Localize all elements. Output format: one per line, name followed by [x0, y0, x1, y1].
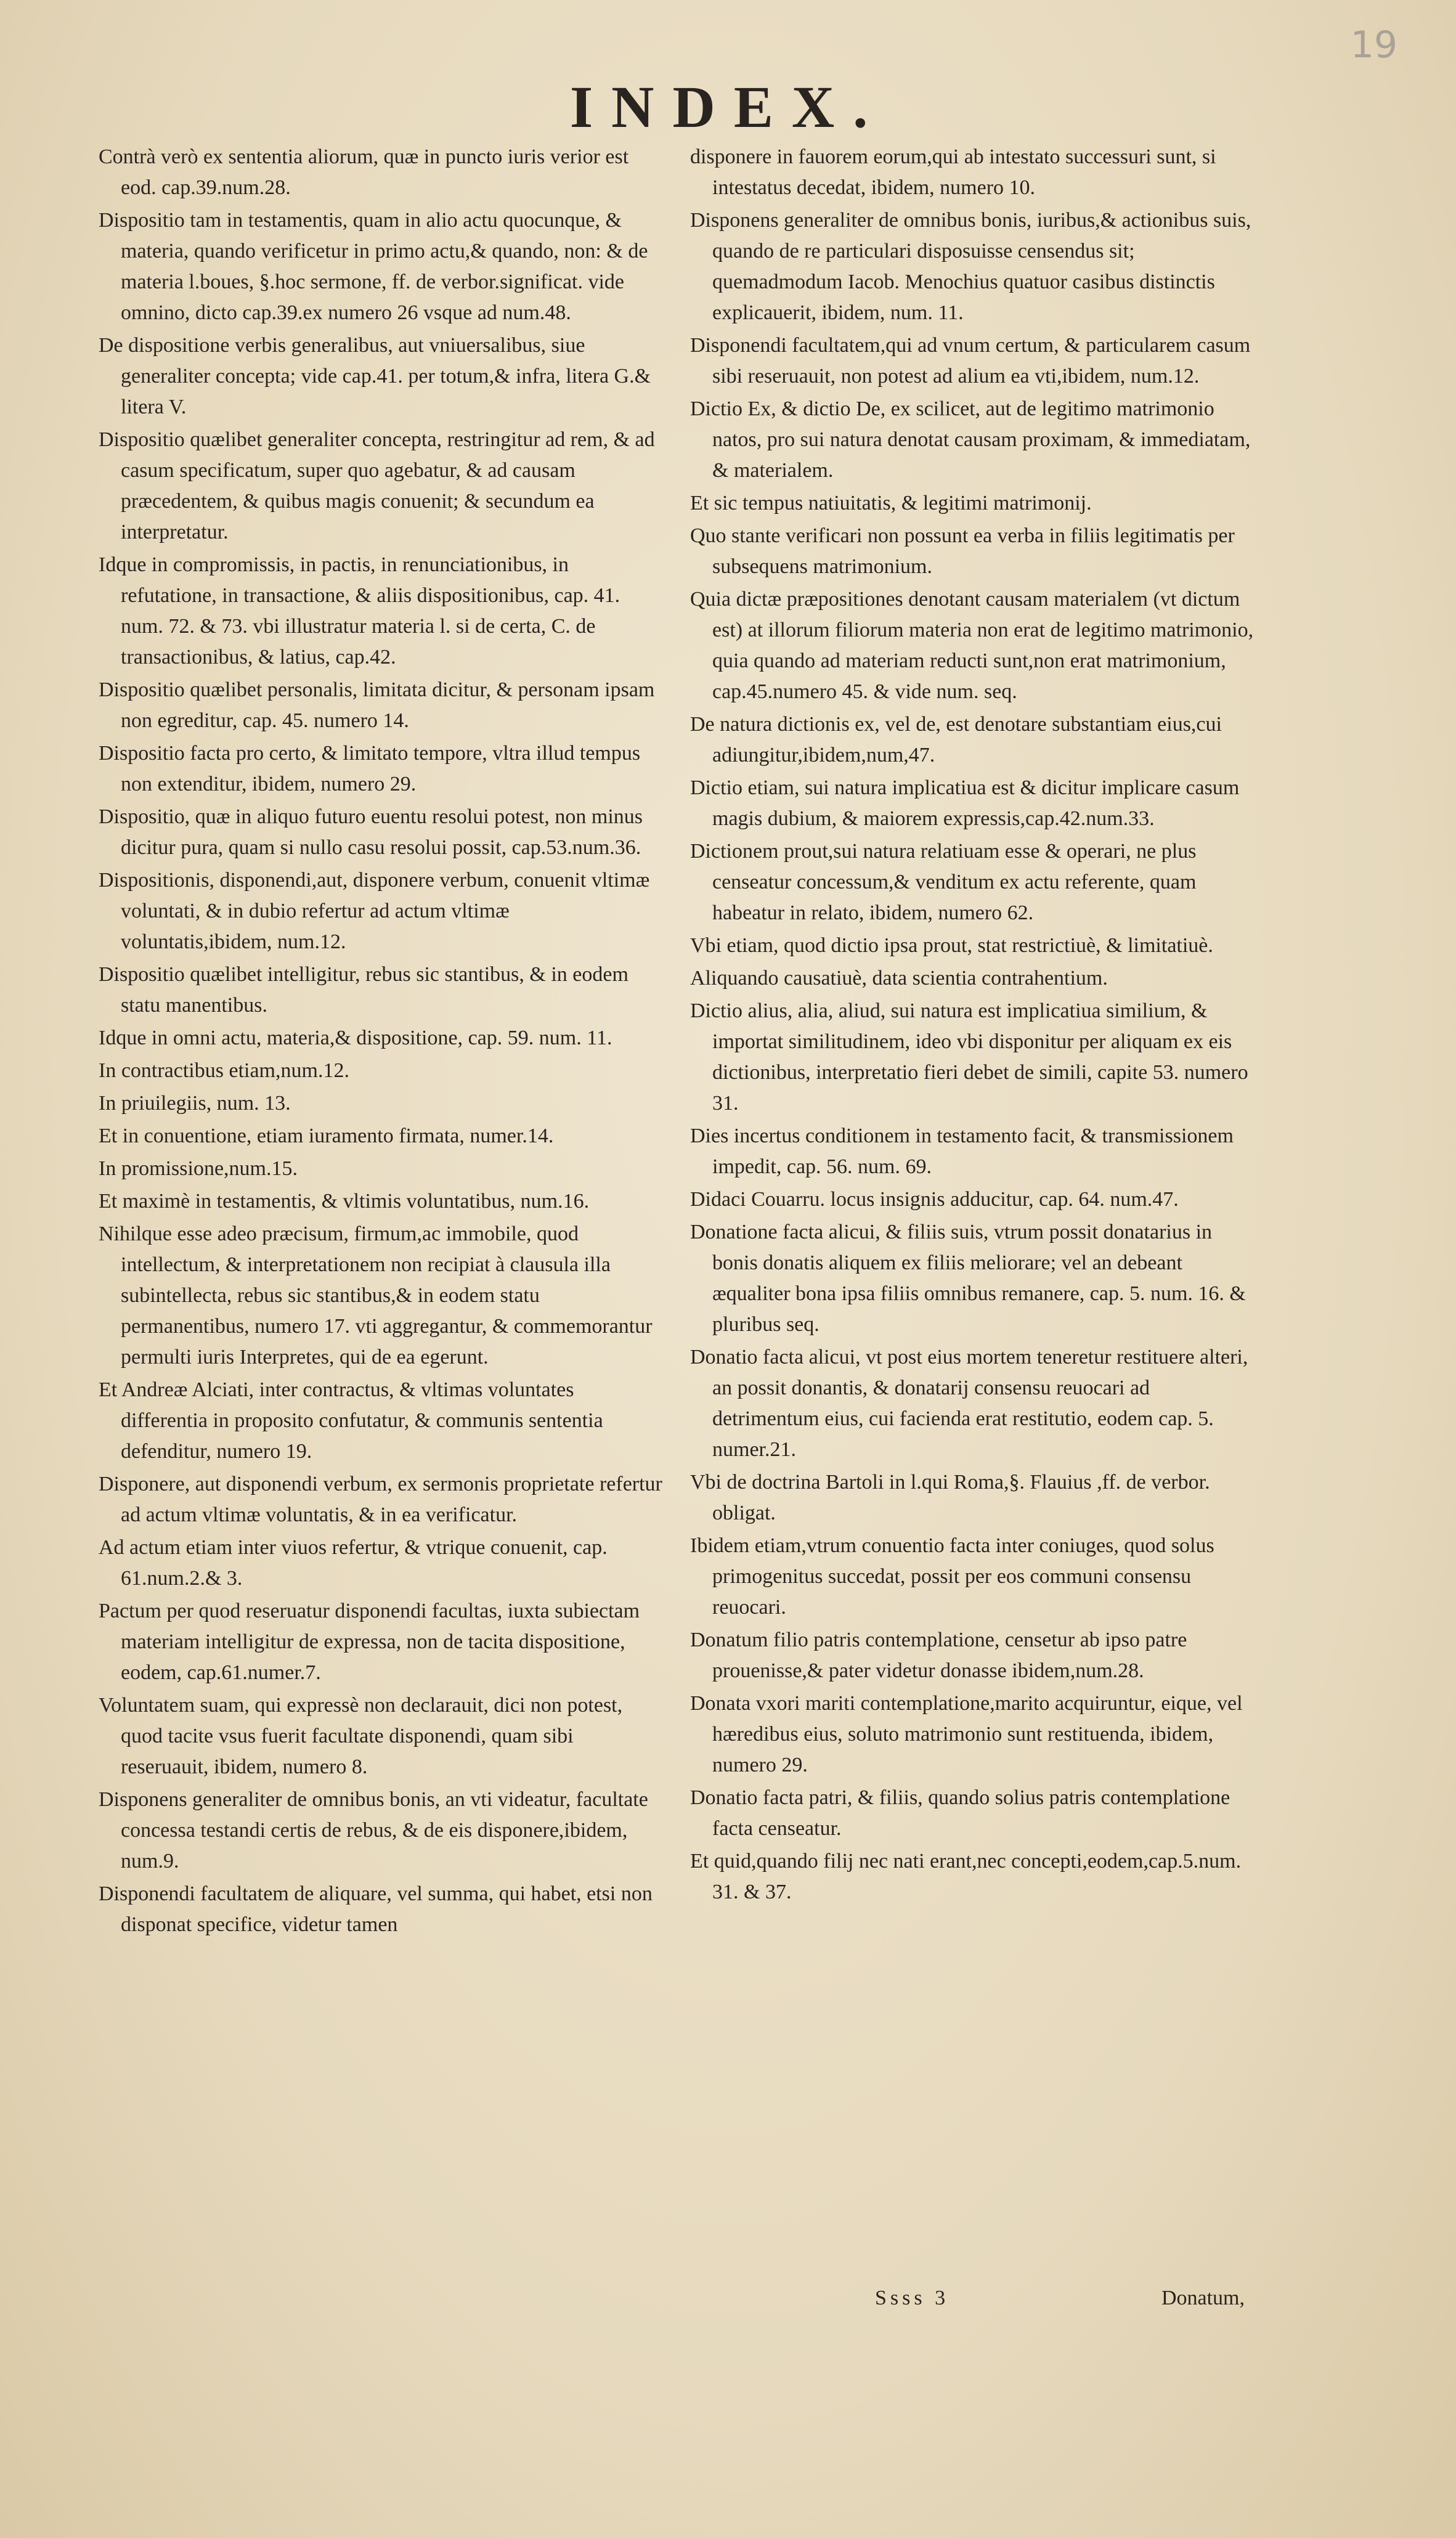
- index-entry: Dispositionis, disponendi,aut, disponere verbum, conuenit vltimæ voluntati, & in dubio refertur ad actum vltimæ voluntatis,ibidem, num.12.: [99, 869, 650, 953]
- index-entry: Dispositio tam in testamentis, quam in alio actu quocunque, & materia, quando verificetur in primo actu,& quando, non: & de materia l.boues, §.hoc sermone, ff. de verbor.significat. vide omnino, dicto cap.39.ex numero 26 vsque ad num.48.: [99, 209, 648, 324]
- index-entry: Pactum per quod reseruatur disponendi facultas, iuxta subiectam materiam intelligitur de expressa, non de tacita dispositione, eodem, cap.61.numer.7.: [99, 1600, 640, 1684]
- index-entry: Donatio facta alicui, vt post eius mortem teneretur restituere alteri, an possit donantis, & donatarij consensu reuocari ad detrimentum eius, cui facienda erat restitutio, eodem cap. 5. numer.21.: [690, 1346, 1248, 1461]
- index-entry: De dispositione verbis generalibus, aut vniuersalibus, siue generaliter concepta; vide cap.41. per totum,& infra, litera G.& litera V.: [99, 334, 651, 418]
- index-entry: Donatum filio patris contemplatione, censetur ab ipso patre prouenisse,& pater videtur donasse ibidem,num.28.: [690, 1629, 1187, 1682]
- index-entry: Et in conuentione, etiam iuramento firmata, numer.14.: [99, 1125, 554, 1147]
- index-entry: Dictio Ex, & dictio De, ex scilicet, aut de legitimo matrimonio natos, pro sui natura denotat causam proximam, & immediatam, & materialem.: [690, 397, 1251, 482]
- index-entry: Donatione facta alicui, & filiis suis, vtrum possit donatarius in bonis donatis aliquem ex filiis meliorare; vel an debeant æqualiter bona ipsa filiis omnibus remanere, cap. 5. num. 16. & pluribus seq.: [690, 1221, 1246, 1336]
- index-entry: Disponens generaliter de omnibus bonis, an vti videatur, facultate concessa testandi certis de rebus, & de eis disponere,ibidem, num.9.: [99, 1788, 648, 1873]
- index-entry: Dispositio facta pro certo, & limitato tempore, vltra illud tempus non extenditur, ibidem, numero 29.: [99, 742, 641, 795]
- index-entry: Quia dictæ præpositiones denotant causam materialem (vt dictum est) at illorum filiorum materia non erat de legitimo matrimonio, quia quando ad materiam reducti sunt,non erat matrimonium, cap.45.numero 45. & vide num. seq.: [690, 588, 1254, 703]
- page-title: INDEX.: [569, 74, 887, 140]
- index-entry: Idque in compromissis, in pactis, in renunciationibus, in refutatione, in transactione, & aliis dispositionibus, cap. 41. num. 72. & 73. vbi illustratur materia l. si de certa, C. de transactionibus, & latius, cap.42.: [99, 553, 620, 669]
- index-entry: Contrà verò ex sententia aliorum, quæ in puncto iuris verior est eod. cap.39.num.28.: [99, 145, 629, 199]
- index-entry: De natura dictionis ex, vel de, est denotare substantiam eius,cui adiungitur,ibidem,num,47.: [690, 713, 1222, 767]
- index-entry: Dispositio quælibet generaliter concepta, restringitur ad rem, & ad casum specificatum, super quo agebatur, & ad causam præcedentem, & quibus magis conuenit; & secundum ea interpretatur.: [99, 428, 655, 543]
- index-entry: In contractibus etiam,num.12.: [99, 1059, 349, 1082]
- right-column: [690, 142, 1257, 1910]
- index-entry: Dispositio quælibet intelligitur, rebus sic stantibus, & in eodem statu manentibus.: [99, 963, 628, 1017]
- index-entry: Et sic tempus natiuitatis, & legitimi matrimonij.: [690, 492, 1092, 515]
- index-entry: Vbi etiam, quod dictio ipsa prout, stat restrictiuè, & limitatiuè.: [690, 934, 1213, 957]
- index-entry: In promissione,num.15.: [99, 1157, 298, 1180]
- index-entry: Didaci Couarru. locus insignis adducitur, cap. 64. num.47.: [690, 1188, 1179, 1211]
- index-entry: Ad actum etiam inter viuos refertur, & vtrique conuenit, cap. 61.num.2.& 3.: [99, 1536, 608, 1590]
- index-entry: Dies incertus conditionem in testamento facit, & transmissionem impedit, cap. 56. num. 69.: [690, 1125, 1234, 1178]
- index-entry: Idque in omni actu, materia,& dispositione, cap. 59. num. 11.: [99, 1027, 612, 1049]
- index-entry: Aliquando causatiuè, data scientia contrahentium.: [690, 967, 1108, 990]
- index-entry: Donata vxori mariti contemplatione,marito acquiruntur, eique, vel hæredibus eius, soluto matrimonio sunt restituenda, ibidem, numero 29.: [690, 1692, 1243, 1776]
- index-entry: Et quid,quando filij nec nati erant,nec concepti,eodem,cap.5.num. 31. & 37.: [690, 1850, 1242, 1903]
- index-entry: Dictio etiam, sui natura implicatiua est & dicitur implicare casum magis dubium, & maiorem expressis,cap.42.num.33.: [690, 776, 1240, 830]
- index-entry: Disponendi facultatem de aliquare, vel summa, qui habet, etsi non disponat specifice, videtur tamen: [99, 1882, 653, 1936]
- index-entry: Nihilque esse adeo præcisum, firmum,ac immobile, quod intellectum, & interpretationem non recipiat à clausula illa subintellecta, rebus sic stantibus,& in eodem statu permanentibus, numero 17. vti aggregantur, & commemorantur permulti iuris Interpretes, qui de ea egerunt.: [99, 1222, 653, 1369]
- left-column: [99, 142, 665, 1942]
- signature-mark: Ssss 3: [875, 2287, 950, 2309]
- index-entry: Disponere, aut disponendi verbum, ex sermonis proprietate refertur ad actum vltimæ voluntatis, & in ea verificatur.: [99, 1473, 662, 1526]
- index-entry: Quo stante verificari non possunt ea verba in filiis legitimatis per subsequens matrimonium.: [690, 524, 1235, 578]
- index-entry: Dictionem prout,sui natura relatiuam esse & operari, ne plus censeatur concessum,& venditum ex actu referente, quam habeatur in relato, ibidem, numero 62.: [690, 840, 1197, 924]
- index-entry: Dispositio, quæ in aliquo futuro euentu resolui potest, non minus dicitur pura, quam si nullo casu resolui possit, cap.53.num.36.: [99, 805, 643, 859]
- folio-number: 19: [1350, 23, 1397, 67]
- index-entry: Et maximè in testamentis, & vltimis voluntatibus, num.16.: [99, 1190, 590, 1213]
- index-entry: disponere in fauorem eorum,qui ab intestato successuri sunt, si intestatus decedat, ibidem, numero 10.: [690, 145, 1216, 199]
- index-entry: Ibidem etiam,vtrum conuentio facta inter coniuges, quod solus primogenitus succedat, possit per eos communi consensu reuocari.: [690, 1534, 1214, 1619]
- catchword: Donatum,: [1161, 2287, 1245, 2309]
- index-entry: Et Andreæ Alciati, inter contractus, & vltimas voluntates differentia in proposito confutatur, & communis sententia defenditur, numero 19.: [99, 1378, 603, 1463]
- index-entry: Disponens generaliter de omnibus bonis, iuribus,& actionibus suis, quando de re particulari disposuisse censendus sit; quemadmodum Iacob. Menochius quatuor casibus distinctis explicauerit, ibidem, num. 11.: [690, 209, 1251, 324]
- index-entry: Voluntatem suam, qui expressè non declarauit, dici non potest, quod tacite vsus fuerit facultate disponendi, quam sibi reseruauit, ibidem, numero 8.: [99, 1694, 623, 1778]
- index-entry: Dictio alius, alia, aliud, sui natura est implicatiua similium, & importat similitudinem, ideo vbi disponitur per aliquam ex eis dictionibus, interpretatio fieri debet de simili, capite 53. numero 31.: [690, 999, 1248, 1115]
- index-entry: Dispositio quælibet personalis, limitata dicitur, & personam ipsam non egreditur, cap. 45. numero 14.: [99, 678, 655, 732]
- index-entry: In priuilegiis, num. 13.: [99, 1092, 291, 1115]
- index-entry: Vbi de doctrina Bartoli in l.qui Roma,§. Flauius ,ff. de verbor. obligat.: [690, 1471, 1210, 1524]
- index-entry: Donatio facta patri, & filiis, quando solius patris contemplatione facta censeatur.: [690, 1786, 1230, 1840]
- index-entry: Disponendi facultatem,qui ad vnum certum, & particularem casum sibi reseruauit, non potest ad alium ea vti,ibidem, num.12.: [690, 334, 1251, 388]
